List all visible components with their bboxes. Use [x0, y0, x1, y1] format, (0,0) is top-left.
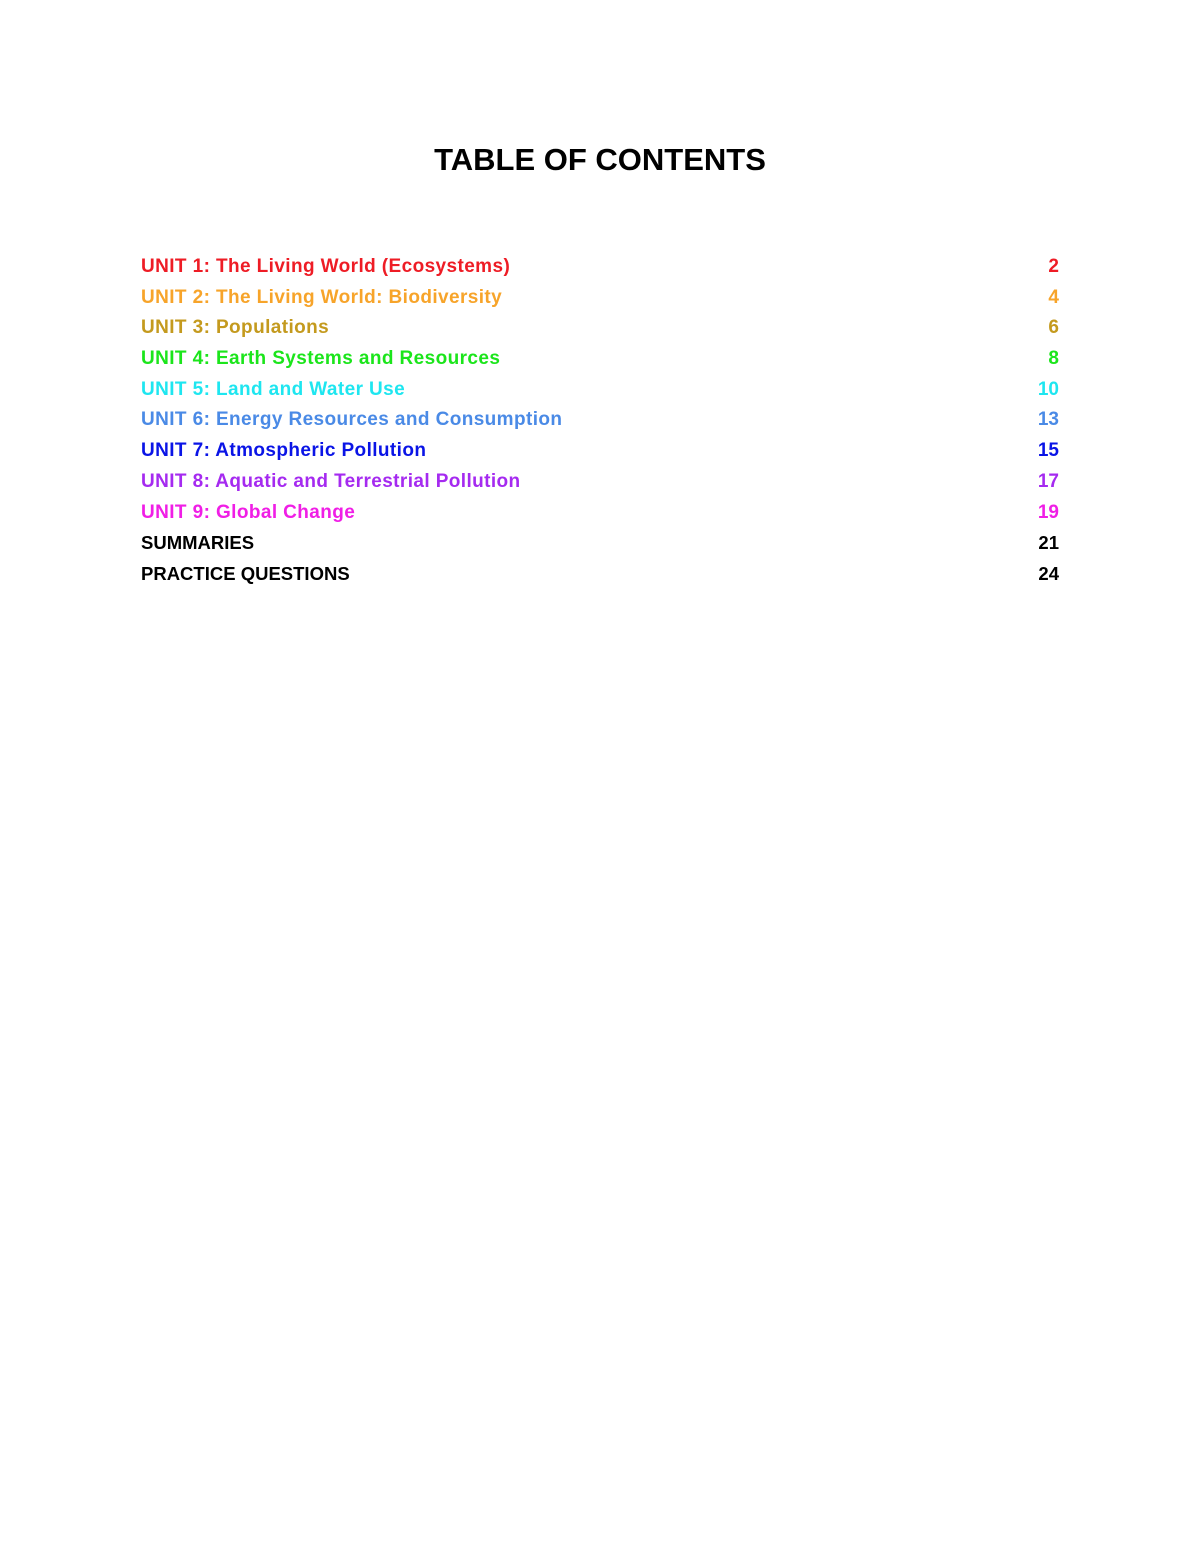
toc-entry-unit-2[interactable]	[141, 283, 1059, 314]
toc-entry-unit-1[interactable]	[141, 252, 1059, 283]
toc-entry-page: 6	[1048, 317, 1059, 339]
toc-entry-label: UNIT 9: Global Change	[141, 501, 356, 523]
toc-entry-summaries[interactable]	[141, 528, 1059, 559]
toc-entry-label: UNIT 4: Earth Systems and Resources	[141, 348, 501, 370]
toc-entry-unit-3[interactable]	[141, 313, 1059, 344]
toc-entry-label: UNIT 2: The Living World: Biodiversity	[141, 286, 503, 308]
toc-entry-unit-7[interactable]	[141, 436, 1059, 467]
toc-entry-label: UNIT 3: Populations	[141, 317, 330, 339]
toc-entry-page: 8	[1048, 348, 1059, 370]
toc-entry-label: UNIT 1: The Living World (Ecosystems)	[141, 256, 511, 277]
toc-entry-unit-6[interactable]	[141, 405, 1059, 436]
toc-entry-practice-questions[interactable]	[141, 559, 1059, 590]
toc-entry-label: UNIT 6: Energy Resources and Consumption	[141, 409, 563, 431]
toc-entry-page: 17	[1037, 470, 1059, 492]
toc-entry-label: UNIT 7: Atmospheric Pollution	[141, 440, 427, 462]
table-of-contents	[141, 252, 1059, 590]
toc-entry-page: 21	[1038, 532, 1059, 554]
toc-entry-page: 10	[1037, 378, 1059, 400]
toc-entry-page: 4	[1048, 286, 1059, 308]
toc-entry-page: 24	[1038, 562, 1059, 584]
toc-entry-page: 2	[1048, 256, 1059, 277]
toc-entry-label: SUMMARIES	[141, 532, 255, 554]
toc-entry-page: 19	[1037, 501, 1059, 523]
toc-entry-label: PRACTICE QUESTIONS	[141, 562, 350, 584]
page-title: TABLE OF CONTENTS	[434, 142, 766, 177]
toc-entry-label: UNIT 5: Land and Water Use	[141, 378, 406, 400]
toc-entry-unit-4[interactable]	[141, 344, 1059, 375]
toc-entry-page: 15	[1037, 440, 1059, 462]
toc-entry-label: UNIT 8: Aquatic and Terrestrial Pollution	[141, 470, 521, 492]
toc-entry-unit-9[interactable]	[141, 498, 1059, 529]
toc-entry-unit-5[interactable]	[141, 375, 1059, 406]
toc-entry-unit-8[interactable]	[141, 467, 1059, 498]
toc-entry-page: 13	[1037, 409, 1059, 431]
